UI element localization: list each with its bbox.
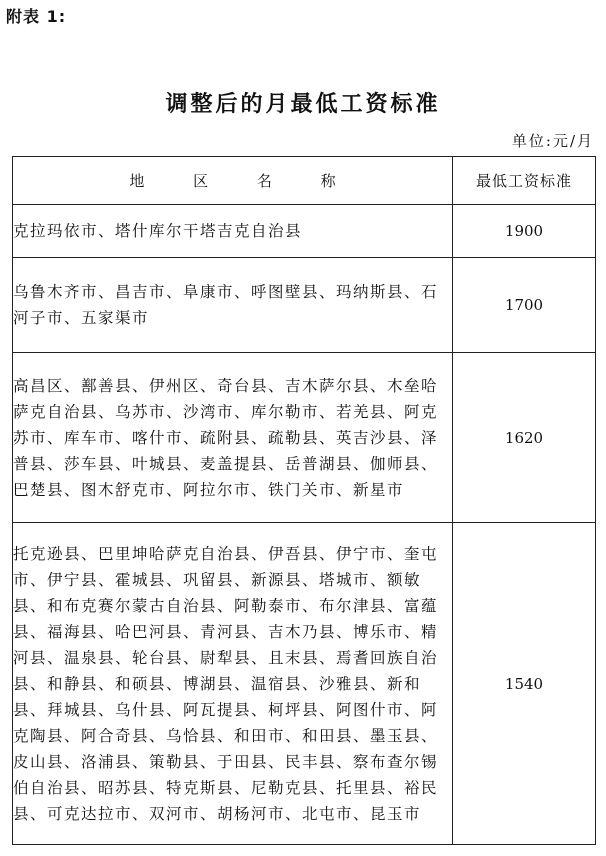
region-cell: 克拉玛依市、塔什库尔干塔吉克自治县 bbox=[13, 205, 453, 258]
wage-cell: 1700 bbox=[453, 258, 596, 353]
table-row bbox=[13, 258, 596, 353]
table-row bbox=[13, 523, 596, 845]
table-header-row bbox=[13, 157, 596, 205]
table-row bbox=[13, 353, 596, 523]
wage-cell: 1620 bbox=[453, 353, 596, 523]
table-row bbox=[13, 205, 596, 258]
unit-label: 单位:元/月 bbox=[511, 132, 594, 150]
wage-cell: 1900 bbox=[453, 205, 596, 258]
appendix-label: 附表 1: bbox=[6, 7, 67, 26]
document-title: 调整后的月最低工资标准 bbox=[165, 92, 441, 117]
wage-cell: 1540 bbox=[453, 523, 596, 845]
region-cell: 乌鲁木齐市、昌吉市、阜康市、呼图壁县、玛纳斯县、石河子市、五家渠市 bbox=[13, 258, 453, 353]
region-cell: 高昌区、鄯善县、伊州区、奇台县、吉木萨尔县、木垒哈萨克自治县、乌苏市、沙湾市、库尔勒市、若羌县、阿克苏市、库车市、喀什市、疏附县、疏勒县、英吉沙县、泽普县、莎车县、叶城县、麦盖提县、岳普湖县、伽师县、巴楚县、图木舒克市、阿拉尔市、铁门关市、新星市 bbox=[13, 353, 453, 523]
header-minimum-wage: 最低工资标准 bbox=[453, 157, 596, 205]
header-region-name: 地 区 名 称 bbox=[13, 157, 453, 205]
minimum-wage-table bbox=[12, 156, 596, 845]
region-cell: 托克逊县、巴里坤哈萨克自治县、伊吾县、伊宁市、奎屯市、伊宁县、霍城县、巩留县、新源县、塔城市、额敏县、和布克赛尔蒙古自治县、阿勒泰市、布尔津县、富蕴县、福海县、哈巴河县、青河县、吉木乃县、博乐市、精河县、温泉县、轮台县、尉犁县、且末县、焉耆回族自治县、和静县、和硕县、博湖县、温宿县、沙雅县、新和县、拜城县、乌什县、阿瓦提县、柯坪县、阿图什市、阿克陶县、阿合奇县、乌恰县、和田市、和田县、墨玉县、皮山县、洛浦县、策勒县、于田县、民丰县、察布查尔锡伯自治县、昭苏县、特克斯县、尼勒克县、托里县、裕民县、可克达拉市、双河市、胡杨河市、北屯市、昆玉市 bbox=[13, 523, 453, 845]
